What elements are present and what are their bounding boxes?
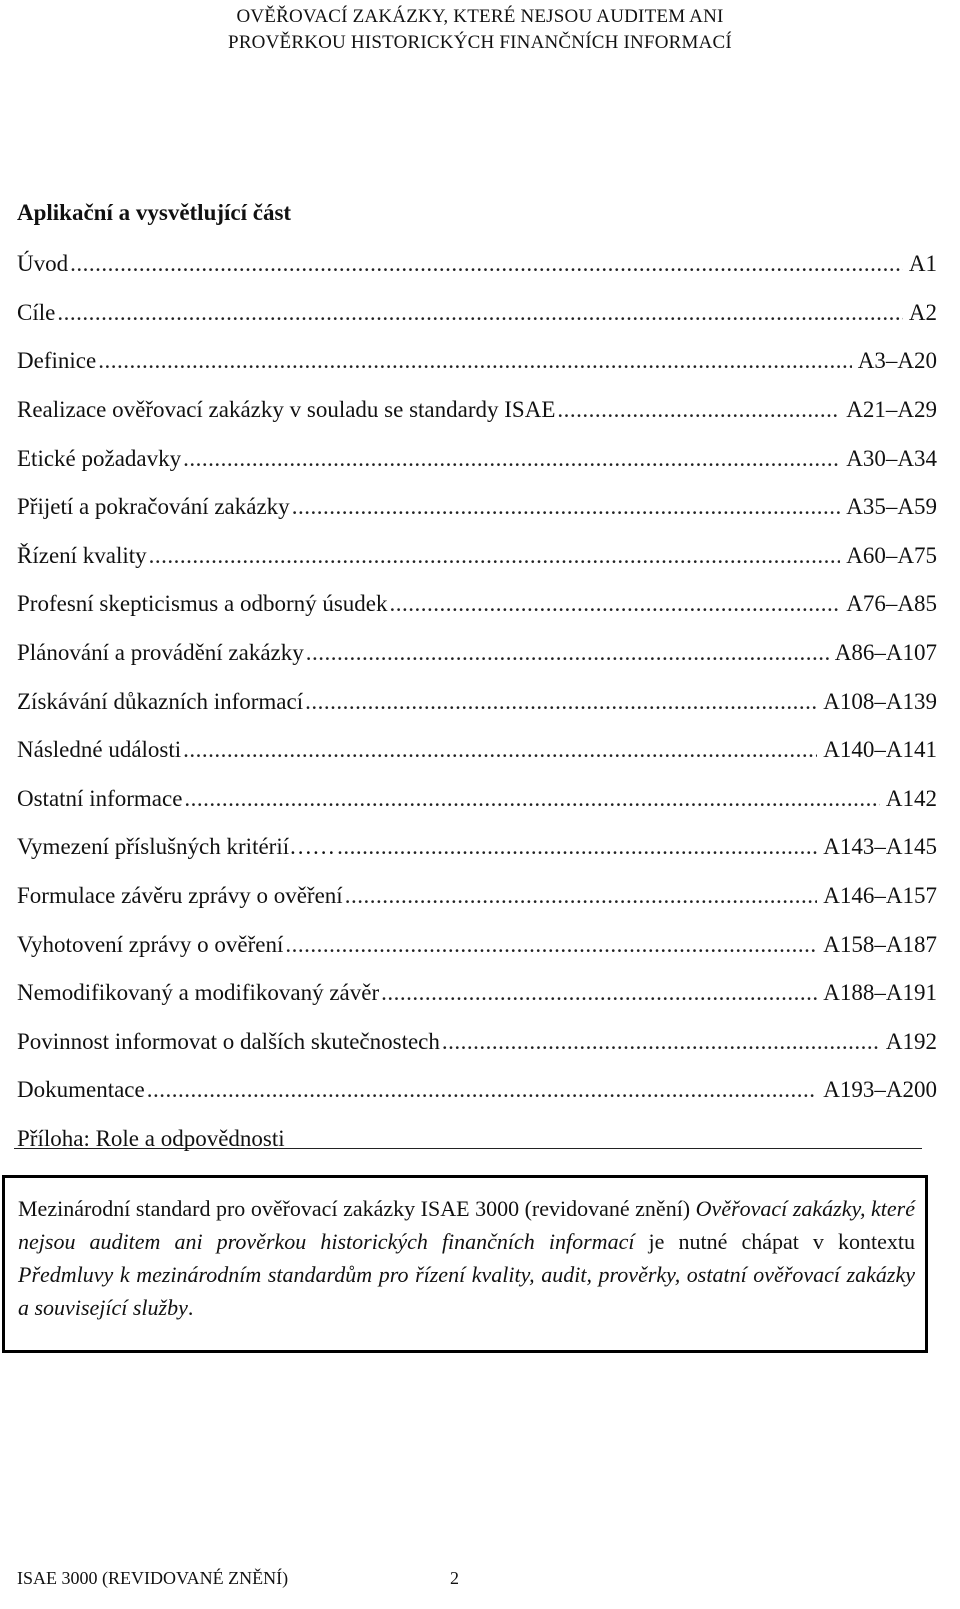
toc-entry-reference: A35–A59 [846, 494, 937, 520]
toc-entry [17, 1115, 937, 1164]
toc-entry-reference: A86–A107 [834, 640, 937, 666]
toc-leader-dots [183, 737, 817, 763]
table-of-contents [17, 240, 937, 1163]
toc-entry-label: Ostatní informace [17, 785, 183, 811]
toc-leader-dots [183, 446, 840, 472]
toc-entry-label: Příloha: Role a odpovědnosti [17, 1125, 285, 1151]
toc-entry [17, 872, 937, 921]
header-line-1: OVĚŘOVACÍ ZAKÁZKY, KTERÉ NEJSOU AUDITEM ANI [236, 6, 724, 27]
toc-entry-reference: A21–A29 [846, 397, 937, 423]
toc-leader-dots [147, 1077, 818, 1103]
toc-entry-label: Profesní skepticismus a odborný úsudek [17, 591, 388, 617]
footer-title: ISAE 3000 (REVIDOVANÉ ZNĚNÍ) [17, 1568, 289, 1588]
section-title: Aplikační a vysvětlující část [17, 200, 292, 225]
toc-entry-label: Realizace ověřovací zakázky v souladu se standardy ISAE [17, 397, 556, 423]
toc-leader-dots [149, 543, 841, 569]
toc-entry-label: Vyhotovení zprávy o ověření [17, 931, 284, 957]
notice-text-2: je nutné chápat v kontextu [634, 1229, 916, 1254]
toc-entry-label: Řízení kvality [17, 542, 147, 568]
notice-paragraph [5, 1178, 925, 1324]
toc-entry-label: Přijetí a pokračování zakázky [17, 494, 290, 520]
toc-entry-reference: A188–A191 [823, 980, 937, 1006]
toc-entry-reference: A143–A145 [823, 834, 937, 860]
toc-entry-label: Nemodifikovaný a modifikovaný závěr [17, 980, 380, 1006]
toc-entry-label: Úvod [17, 251, 69, 277]
toc-leader-dots [285, 932, 817, 958]
toc-leader-dots [442, 1029, 880, 1055]
toc-entry-label: Formulace závěru zprávy o ověření [17, 883, 343, 909]
toc-entry-reference: A158–A187 [823, 931, 937, 957]
toc-entry [17, 1018, 937, 1067]
toc-entry [17, 386, 937, 435]
notice-standard-title: Ověřovací zakázky, které nejsou auditem ani prověrkou historických finančních informací [18, 1196, 916, 1254]
toc-leader-dots [337, 834, 817, 860]
toc-entry-reference: A60–A75 [846, 542, 937, 568]
toc-entry-reference: A142 [885, 785, 937, 811]
toc-entry [17, 483, 937, 532]
standard-notice-box [2, 1175, 928, 1353]
toc-entry [17, 726, 937, 775]
page-number: 2 [450, 1568, 459, 1588]
toc-entry-label: Dokumentace [17, 1077, 145, 1103]
toc-leader-dots [306, 640, 829, 666]
notice-text-3: . [187, 1295, 194, 1320]
toc-entry [17, 775, 937, 824]
toc-entry-label: Etické požadavky [17, 445, 182, 471]
running-header [0, 4, 960, 56]
toc-entry [17, 532, 937, 581]
toc-leader-dots [98, 348, 852, 374]
toc-entry [17, 1066, 937, 1115]
divider-line [14, 1148, 922, 1149]
toc-entry-reference: A108–A139 [823, 688, 937, 714]
toc-leader-dots [305, 689, 817, 715]
toc-entry-reference: A2 [908, 299, 937, 325]
toc-entry [17, 434, 937, 483]
header-line-2: PROVĚRKOU HISTORICKÝCH FINANČNÍCH INFORMACÍ [228, 32, 732, 53]
toc-entry-label: Definice [17, 348, 97, 374]
toc-entry [17, 969, 937, 1018]
toc-leader-dots [57, 300, 903, 326]
toc-leader-dots [557, 397, 840, 423]
toc-entry-label: Cíle [17, 299, 56, 325]
toc-entry [17, 289, 937, 338]
toc-entry-reference: A140–A141 [823, 737, 937, 763]
toc-entry [17, 629, 937, 678]
toc-entry-reference: A146–A157 [823, 883, 937, 909]
toc-entry-label: Vymezení příslušných kritérií…… [17, 834, 336, 860]
toc-entry-reference: A1 [908, 251, 937, 277]
toc-entry-reference: A76–A85 [846, 591, 937, 617]
toc-leader-dots [184, 786, 879, 812]
toc-entry-reference: A193–A200 [823, 1077, 937, 1103]
toc-entry-reference: A3–A20 [857, 348, 937, 374]
toc-entry-label: Získávání důkazních informací [17, 688, 304, 714]
notice-text-1: Mezinárodní standard pro ověřovací zakázky ISAE 3000 (revidované znění) [18, 1196, 696, 1221]
toc-entry-reference: A30–A34 [846, 445, 937, 471]
toc-leader-dots [390, 591, 841, 617]
toc-leader-dots [381, 980, 817, 1006]
toc-entry [17, 677, 937, 726]
toc-entry [17, 920, 937, 969]
toc-entry [17, 823, 937, 872]
toc-leader-dots [292, 494, 841, 520]
toc-entry [17, 240, 937, 289]
toc-entry-reference: A192 [885, 1028, 937, 1054]
notice-preface-title: Předmluvy k mezinárodním standardům pro řízení kvality, audit, prověrky, ostatní ověřovací zakázky a související služby [18, 1262, 915, 1320]
toc-entry-label: Následné události [17, 737, 182, 763]
toc-entry [17, 580, 937, 629]
toc-entry-label: Povinnost informovat o dalších skutečnostech [17, 1028, 440, 1054]
toc-entry [17, 337, 937, 386]
toc-entry-label: Plánování a provádění zakázky [17, 640, 304, 666]
toc-leader-dots [70, 251, 903, 277]
toc-leader-dots [345, 883, 818, 909]
